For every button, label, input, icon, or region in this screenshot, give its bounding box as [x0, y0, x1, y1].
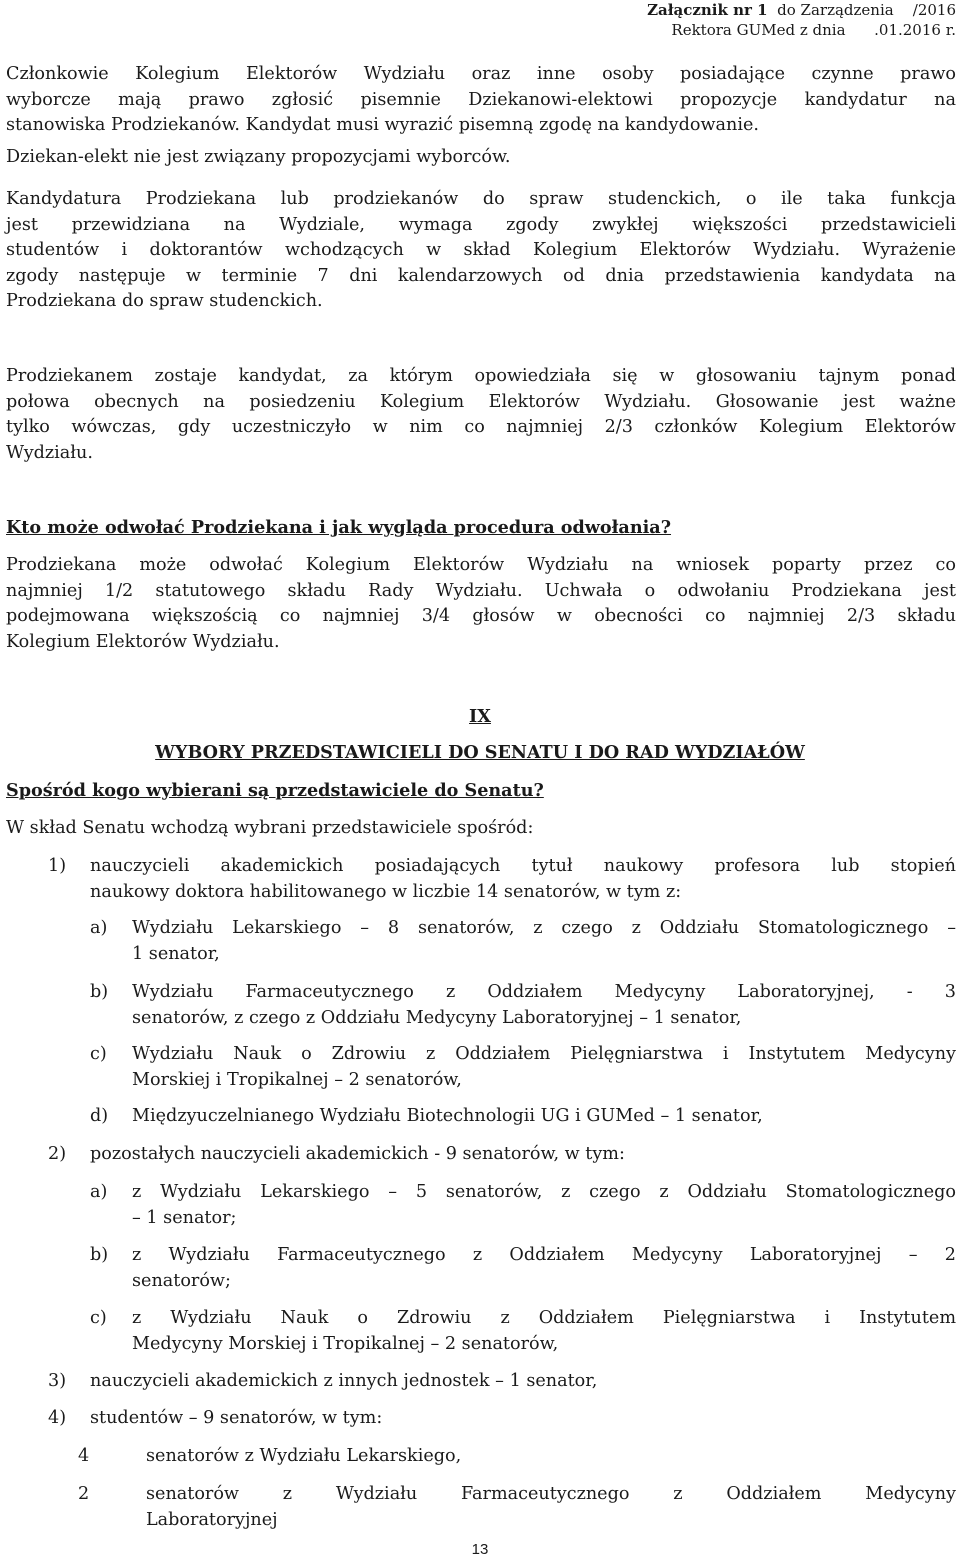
- text-line: Wydziału.: [6, 442, 93, 463]
- text-line: najmniej 1/2 statutowego składu Rady Wydziału. Uchwała o odwołaniu Prodziekana jest: [6, 580, 956, 601]
- list-number: 1): [48, 856, 67, 876]
- text-line: nauczycieli akademickich z innych jednostek – 1 senator,: [90, 1371, 598, 1391]
- text-line: Wydziału Farmaceutycznego z Oddziałem Medycyny Laboratoryjnej, - 3: [132, 982, 956, 1002]
- list-letter: a): [90, 918, 108, 938]
- text-line: Międzyuczelnianego Wydziału Biotechnologii UG i GUMed – 1 senator,: [132, 1106, 763, 1126]
- text-line: Członkowie Kolegium Elektorów Wydziału oraz inne osoby posiadające czynne prawo: [6, 64, 956, 84]
- text-line: zgody następuje w terminie 7 dni kalendarzowych od dnia przedstawienia kandydata na: [6, 265, 956, 286]
- text-line: Prodziekanem zostaje kandydat, za którym opowiedziała się w głosowaniu tajnym ponad: [6, 366, 956, 386]
- list-letter: a): [90, 1182, 108, 1202]
- text-line: z Wydziału Lekarskiego – 5 senatorów, z czego z Oddziału Stomatologicznego: [132, 1182, 956, 1202]
- text-line: W skład Senatu wchodzą wybrani przedstawiciele spośród:: [6, 818, 534, 838]
- text-line: Morskiej i Tropikalnej – 2 senatorów,: [132, 1069, 462, 1090]
- text-line: Wydziału Lekarskiego – 8 senatorów, z czego z Oddziału Stomatologicznego –: [132, 918, 956, 938]
- list-letter: c): [90, 1044, 107, 1064]
- list-item-text: [132, 1180, 956, 1231]
- text-line: senatorów z Wydziału Lekarskiego,: [146, 1446, 462, 1466]
- list-item-text: [132, 1306, 956, 1357]
- text-line: Kandydatura Prodziekana lub prodziekanów do spraw studenckich, o ile taka funkcja: [6, 189, 956, 209]
- text-line: studentów i doktorantów wchodzących w skład Kolegium Elektorów Wydziału. Wyrażenie: [6, 240, 956, 261]
- list-item-text: [132, 1104, 956, 1130]
- ordinance-ref: do Zarządzenia /2016: [767, 1, 956, 19]
- text-line: tylko wówczas, gdy uczestniczyło w nim co najmniej 2/3 członków Kolegium Elektorów: [6, 417, 956, 438]
- section-number: IX: [469, 706, 491, 727]
- attachment-header-line1: [647, 0, 956, 20]
- list-item-text: [132, 916, 956, 967]
- text-line: nauczycieli akademickich posiadających tytuł naukowy profesora lub stopień: [90, 856, 956, 876]
- text-line: 1 senator,: [132, 943, 220, 964]
- text-line: Kolegium Elektorów Wydziału.: [6, 631, 280, 652]
- list-letter: d): [90, 1106, 109, 1126]
- page-number: 13: [471, 1541, 489, 1558]
- attachment-label: Załącznik nr 1: [647, 1, 768, 19]
- text-line: połowa obecnych na posiedzeniu Kolegium Elektorów Wydziału. Głosowanie jest ważne: [6, 391, 956, 412]
- list-item-text: [146, 1482, 956, 1533]
- list-item-text: [90, 854, 956, 905]
- text-line: senatorów z Wydziału Farmaceutycznego z Oddziałem Medycyny: [146, 1484, 956, 1504]
- list-item-text: [90, 1369, 956, 1395]
- text-line: Laboratoryjnej: [146, 1509, 278, 1530]
- text-line: Wydziału Nauk o Zdrowiu z Oddziałem Pielęgniarstwa i Instytutem Medycyny: [132, 1044, 956, 1064]
- question-heading-senate: Spośród kogo wybierani są przedstawiciele do Senatu?: [6, 780, 544, 801]
- list-item-text: [132, 1042, 956, 1093]
- section-title: WYBORY PRZEDSTAWICIELI DO SENATU I DO RAD WYDZIAŁÓW: [155, 742, 805, 763]
- list-number: 3): [48, 1371, 67, 1391]
- text-line: – 1 senator;: [132, 1207, 237, 1228]
- list-letter: b): [90, 982, 109, 1002]
- text-line: podejmowana większością co najmniej 3/4 głosów w obecności co najmniej 2/3 składu: [6, 606, 956, 627]
- list-letter: b): [90, 1245, 109, 1265]
- list-letter: c): [90, 1308, 107, 1328]
- list-item-text: [90, 1406, 956, 1432]
- text-line: senatorów;: [132, 1270, 231, 1291]
- list-number: 4): [48, 1408, 67, 1428]
- text-line: Prodziekana do spraw studenckich.: [6, 291, 323, 312]
- list-item-text: [132, 980, 956, 1031]
- text-line: jest przewidziana na Wydziale, wymaga zgody zwykłej większości przedstawicieli: [6, 214, 956, 235]
- text-line: Prodziekana może odwołać Kolegium Elektorów Wydziału na wniosek poparty przez co: [6, 555, 956, 575]
- text-line: senatorów, z czego z Oddziału Medycyny Laboratoryjnej – 1 senator,: [132, 1007, 742, 1028]
- attachment-header-line2: Rektora GUMed z dnia .01.2016 r.: [671, 21, 956, 39]
- text-line: naukowy doktora habilitowanego w liczbie 14 senatorów, w tym z:: [90, 881, 682, 902]
- text-line: stanowiska Prodziekanów. Kandydat musi wyrazić pisemną zgodę na kandydowanie.: [6, 115, 759, 136]
- text-line: wyborcze mają prawo zgłosić pisemnie Dziekanowi-elektowi propozycje kandydatur na: [6, 89, 956, 110]
- list-count: 2: [78, 1484, 90, 1504]
- text-line: z Wydziału Farmaceutycznego z Oddziałem Medycyny Laboratoryjnej – 2: [132, 1245, 956, 1265]
- list-item-text: [90, 1142, 956, 1168]
- text-line: z Wydziału Nauk o Zdrowiu z Oddziałem Pielęgniarstwa i Instytutem: [132, 1308, 956, 1328]
- senate-intro: [6, 816, 956, 842]
- paragraph-nominations: [6, 62, 956, 170]
- list-item-text: [132, 1243, 956, 1294]
- paragraph-election-rule: [6, 364, 956, 466]
- text-line: Dziekan-elekt nie jest związany propozycjami wyborców.: [6, 146, 511, 167]
- list-item-text: [146, 1444, 956, 1470]
- list-count: 4: [78, 1446, 90, 1466]
- list-number: 2): [48, 1144, 67, 1164]
- text-line: studentów – 9 senatorów, w tym:: [90, 1408, 383, 1428]
- text-line: Medycyny Morskiej i Tropikalnej – 2 senatorów,: [132, 1333, 559, 1354]
- paragraph-student-vice-dean: [6, 187, 956, 315]
- paragraph-recall: [6, 553, 956, 655]
- question-heading-recall: Kto może odwołać Prodziekana i jak wygląda procedura odwołania?: [6, 517, 672, 538]
- text-line: pozostałych nauczycieli akademickich - 9 senatorów, w tym:: [90, 1144, 625, 1164]
